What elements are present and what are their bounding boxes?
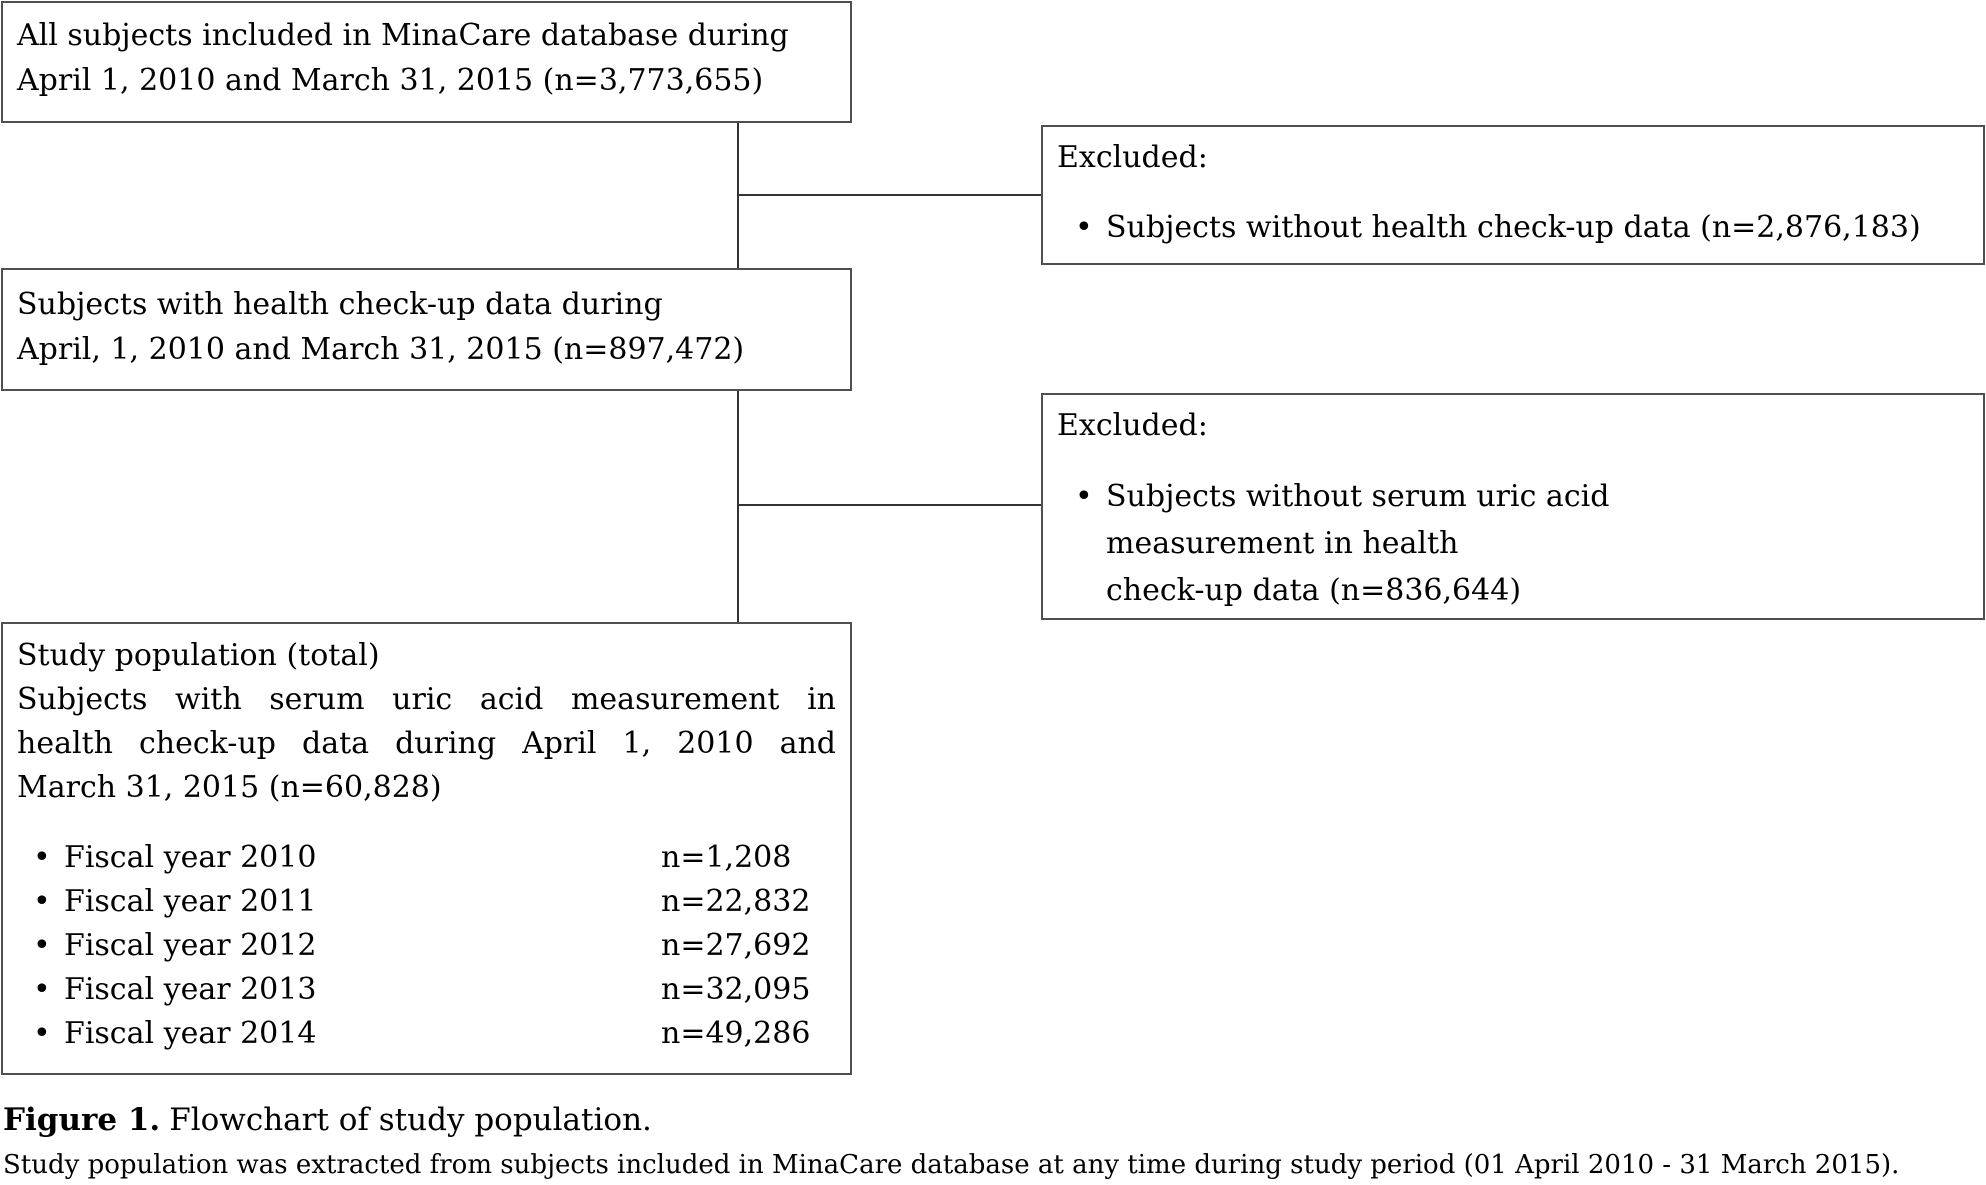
bullet-icon: •	[33, 884, 51, 919]
fiscal-year-row	[17, 836, 836, 880]
excluded-2-title: Excluded:	[1057, 408, 1208, 443]
box-health-checkup	[1, 268, 852, 391]
excluded-1-bullet-text: Subjects without health check-up data (n=2,876,183)	[1106, 210, 1921, 245]
study-population-description-line-2: health check-up data during April 1, 2010 and	[17, 726, 836, 761]
fiscal-year-row	[17, 924, 836, 968]
caption-line	[3, 1100, 1899, 1140]
excluded-2-bullet-row	[1057, 473, 1969, 614]
box-health-checkup-line-2: April, 1, 2010 and March 31, 2015 (n=897,472)	[17, 332, 745, 367]
excluded-1-title: Excluded:	[1057, 140, 1208, 175]
box-all-subjects-line-1: All subjects included in MinaCare database during	[17, 18, 789, 53]
bullet-icon: •	[1075, 479, 1093, 514]
connector-horizontal-2	[738, 504, 1041, 506]
bullet-icon: •	[33, 928, 51, 963]
excluded-2-bullet-line-1: Subjects without serum uric acid	[1106, 479, 1610, 514]
fiscal-year-row	[17, 1012, 836, 1056]
study-population-description-line-3: March 31, 2015 (n=60,828)	[17, 770, 442, 805]
connector-horizontal-1	[738, 194, 1041, 196]
study-population-title: Study population (total)	[17, 638, 380, 673]
caption-note: Study population was extracted from subjects included in MinaCare database at any time during study period (01 April 2010 - 31 March 2015).	[3, 1150, 1900, 1180]
fiscal-year-n: n=1,208	[661, 840, 792, 875]
fiscal-year-list	[17, 836, 836, 1056]
box-health-checkup-line-1: Subjects with health check-up data during	[17, 287, 663, 322]
fiscal-year-label: Fiscal year 2012	[64, 928, 317, 963]
fiscal-year-label: Fiscal year 2014	[64, 1016, 317, 1051]
caption-title: Flowchart of study population.	[169, 1102, 652, 1138]
excluded-2-bullet-line-2: measurement in health	[1106, 526, 1459, 561]
fiscal-year-n: n=22,832	[661, 884, 811, 919]
bullet-icon: •	[33, 840, 51, 875]
fiscal-year-n: n=27,692	[661, 928, 811, 963]
figure-caption	[3, 1100, 1899, 1182]
fiscal-year-row	[17, 968, 836, 1012]
excluded-1-bullet-row	[1057, 205, 1969, 250]
study-population-description-line-1: Subjects with serum uric acid measurement in	[17, 682, 836, 717]
bullet-icon: •	[1075, 210, 1093, 245]
fiscal-year-label: Fiscal year 2010	[64, 840, 317, 875]
box-study-population	[1, 622, 852, 1075]
box-excluded-2	[1041, 393, 1985, 620]
box-excluded-1	[1041, 125, 1985, 265]
box-all-subjects-line-2: April 1, 2010 and March 31, 2015 (n=3,773,655)	[17, 63, 764, 98]
fiscal-year-n: n=49,286	[661, 1016, 811, 1051]
fiscal-year-label: Fiscal year 2013	[64, 972, 317, 1007]
fiscal-year-label: Fiscal year 2011	[64, 884, 317, 919]
excluded-2-bullet-text	[1106, 473, 1969, 614]
fiscal-year-row	[17, 880, 836, 924]
fiscal-year-n: n=32,095	[661, 972, 811, 1007]
box-all-subjects	[1, 1, 852, 123]
connector-vertical-2	[737, 391, 739, 622]
excluded-2-bullet-line-3: check-up data (n=836,644)	[1106, 573, 1522, 608]
bullet-icon: •	[33, 972, 51, 1007]
bullet-icon: •	[33, 1016, 51, 1051]
caption-label: Figure 1.	[3, 1102, 161, 1138]
